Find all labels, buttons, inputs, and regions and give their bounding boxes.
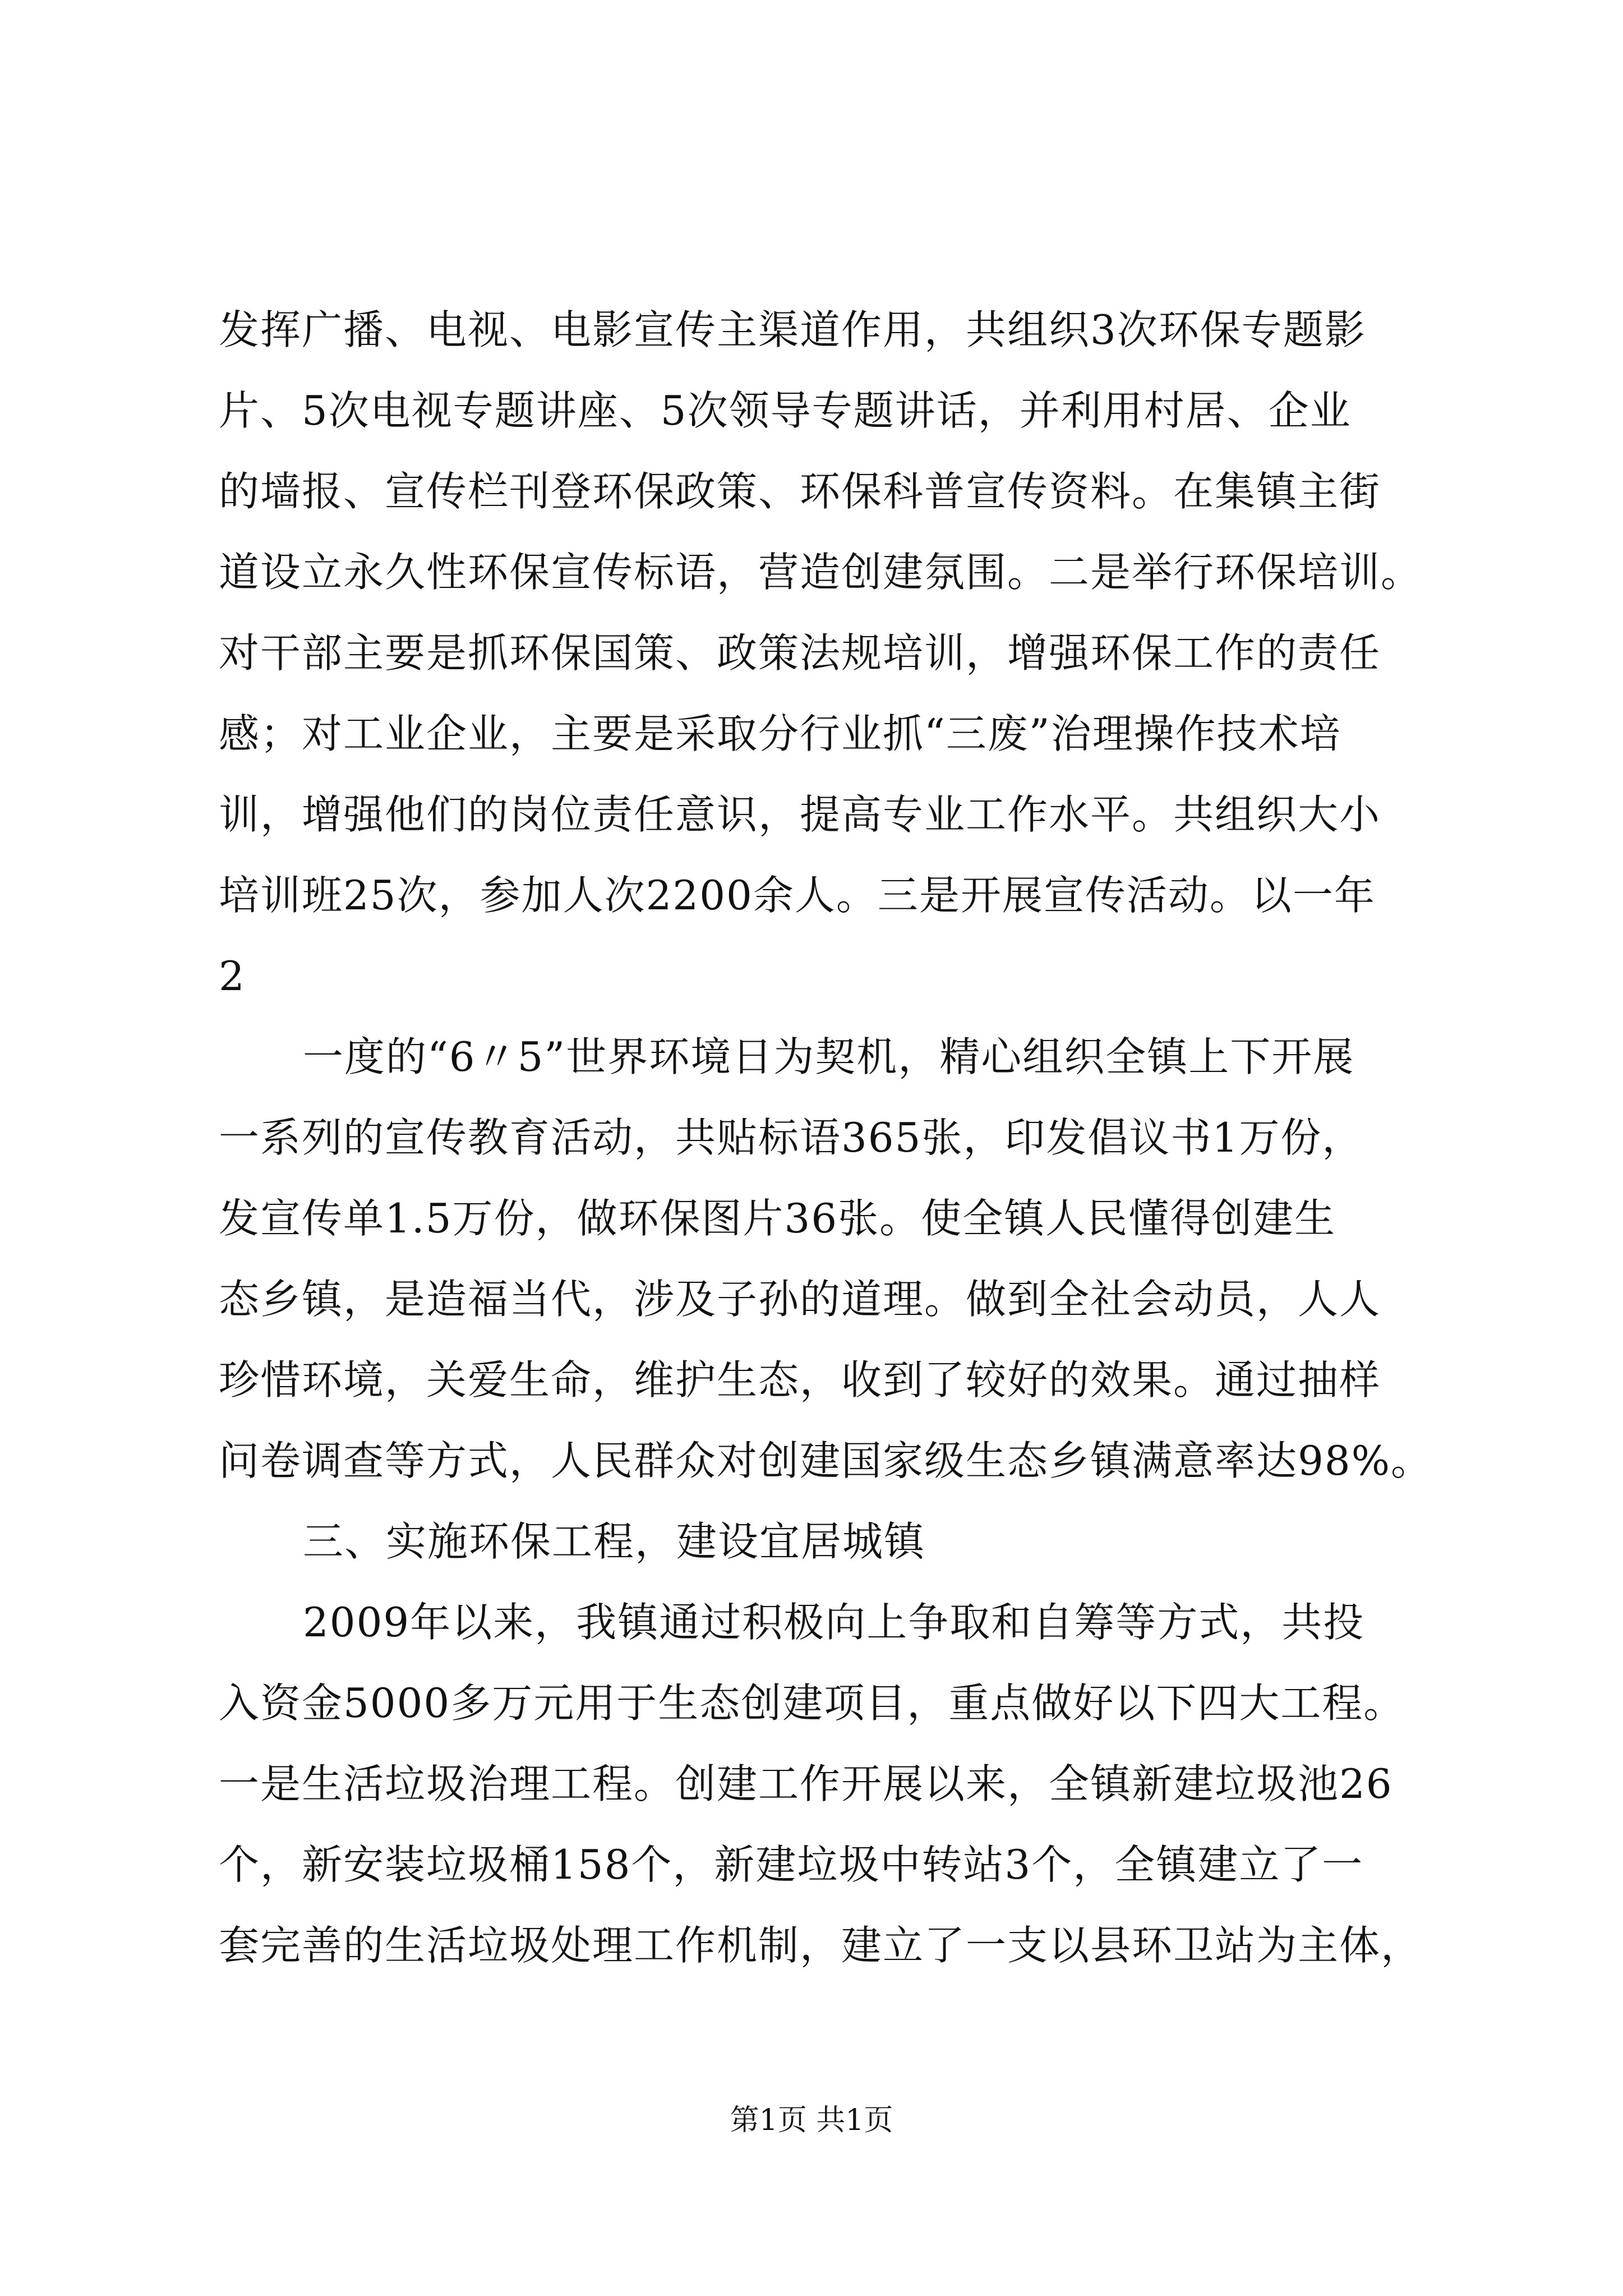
text-line: 一是生活垃圾治理工程。创建工作开展以来，全镇新建垃圾池26 (219, 1760, 1393, 1807)
text-line: 问卷调查等方式，人民群众对创建国家级生态乡镇满意率达98%。 (219, 1437, 1433, 1484)
text-line: 套完善的生活垃圾处理工作机制，建立了一支以县环卫站为主体， (219, 1922, 1423, 1969)
text-line: 对干部主要是抓环保国策、政策法规培训，增强环保工作的责任 (219, 629, 1381, 677)
text-line: 发挥广播、电视、电影宣传主渠道作用，共组织3次环保专题影 (219, 306, 1366, 353)
text-line: 训，增强他们的岗位责任意识，提高专业工作水平。共组织大小 (219, 791, 1381, 838)
text-line: 态乡镇，是造福当代，涉及子孙的道理。做到全社会动员，人人 (219, 1276, 1381, 1323)
text-line: 入资金5000多万元用于生态创建项目，重点做好以下四大工程。 (219, 1680, 1405, 1727)
text-line: 道设立永久性环保宣传标语，营造创建氛围。二是举行环保培训。 (219, 549, 1423, 596)
text-line: 的墙报、宣传栏刊登环保政策、环保科普宣传资料。在集镇主街 (219, 468, 1381, 515)
text-line: 片、5次电视专题讲座、5次领导专题讲话，并利用村居、企业 (219, 387, 1352, 434)
text-line: 培训班25次，参加人次2200余人。三是开展宣传活动。以一年 (219, 872, 1376, 919)
text-line: 个，新安装垃圾桶158个，新建垃圾中转站3个，全镇建立了一 (219, 1841, 1364, 1888)
text-line: 2009年以来，我镇通过积极向上争取和自筹等方式，共投 (303, 1599, 1365, 1646)
text-line: 一系列的宣传教育活动，共贴标语365张，印发倡议书1万份， (219, 1114, 1364, 1161)
text-line: 珍惜环境，关爱生命，维护生态，收到了较好的效果。通过抽样 (219, 1356, 1381, 1404)
section-heading: 三、实施环保工程，建设宜居城镇 (303, 1518, 926, 1565)
page-number-inline: 2 (219, 953, 246, 1000)
text-line: 一度的“6〃5”世界环境日为契机，精心组织全镇上下开展 (303, 1033, 1355, 1080)
text-line: 感；对工业企业，主要是采取分行业抓“三废”治理操作技术培 (219, 710, 1341, 757)
text-line: 发宣传单1.5万份，做环保图片36张。使全镇人民懂得创建生 (219, 1195, 1336, 1242)
page-footer: 第1页 共1页 (730, 2104, 893, 2137)
